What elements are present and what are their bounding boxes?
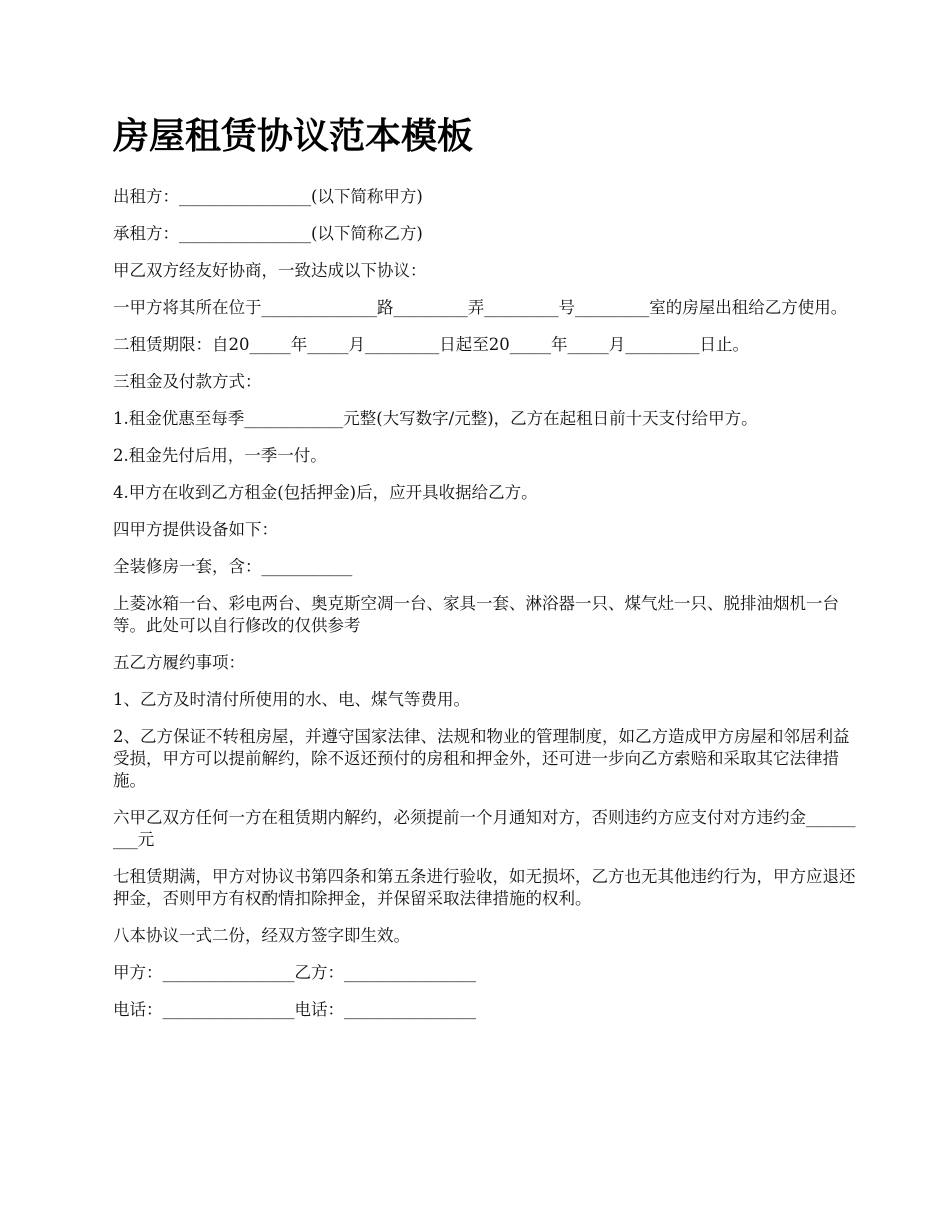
- clause-intro: 甲乙双方经友好协商，一致达成以下协议：: [113, 261, 427, 280]
- clause-early-termination: 六甲乙双方任何一方在租赁期内解约，必须提前一个月通知对方，否则违约方应支付对方违约金_________元: [113, 808, 856, 849]
- clause-effective: 八本协议一式二份，经双方签字即生效。: [113, 926, 410, 945]
- clause-rent-heading: 三租金及付款方式：: [113, 372, 262, 391]
- clause-rent-receipt: 4.甲方在收到乙方租金(包括押金)后，应开具收据给乙方。: [113, 483, 538, 502]
- clause-rent-amount: 1.租金优惠至每季____________元整(大写数字/元整)，乙方在起租日前十天支付给甲方。: [113, 409, 758, 428]
- clause-lessor: 出租方：________________(以下简称甲方): [113, 187, 423, 206]
- clause-no-sublet: 2、乙方保证不转租房屋，并遵守国家法律、法规和物业的管理制度，如乙方造成甲方房屋和邻居利益受损，甲方可以提前解约，除不返还预付的房租和押金外，还可进一步向乙方索赔和采取其它法律措施。: [113, 727, 850, 790]
- clause-lessee: 承租方：________________(以下简称乙方): [113, 224, 423, 243]
- document-body: [113, 108, 858, 1036]
- clause-lessee-duties-heading: 五乙方履约事项：: [113, 653, 245, 672]
- clause-utilities: 1、乙方及时清付所使用的水、电、煤气等费用。: [113, 690, 470, 709]
- signature-line: 甲方：________________乙方：________________: [113, 963, 476, 982]
- clause-equipment-heading: 四甲方提供设备如下：: [113, 520, 278, 539]
- phone-line: 电话：________________电话：________________: [113, 1000, 476, 1019]
- clause-lease-term: 二租赁期限：自20_____年_____月_________日起至20_____年_____月_________日止。: [113, 335, 749, 354]
- clause-rent-payment: 2.租金先付后用，一季一付。: [113, 446, 327, 465]
- clause-equipment-included: 全装修房一套，含：___________: [113, 557, 353, 576]
- clause-property-location: 一甲方将其所在位于______________路_________弄_________号_________室的房屋出租给乙方使用。: [113, 298, 848, 317]
- clause-equipment-list: 上菱冰箱一台、彩电两台、奥克斯空凋一台、家具一套、淋浴器一只、煤气灶一只、脱排油烟机一台等。此处可以自行修改的仅供参考: [113, 594, 839, 635]
- clause-lease-expiry: 七租赁期满，甲方对协议书第四条和第五条进行验收，如无损坏，乙方也无其他违约行为，甲方应退还押金，否则甲方有权酌情扣除押金，并保留采取法律措施的权利。: [113, 867, 856, 908]
- document-title: 房屋租赁协议范本模板: [113, 115, 474, 157]
